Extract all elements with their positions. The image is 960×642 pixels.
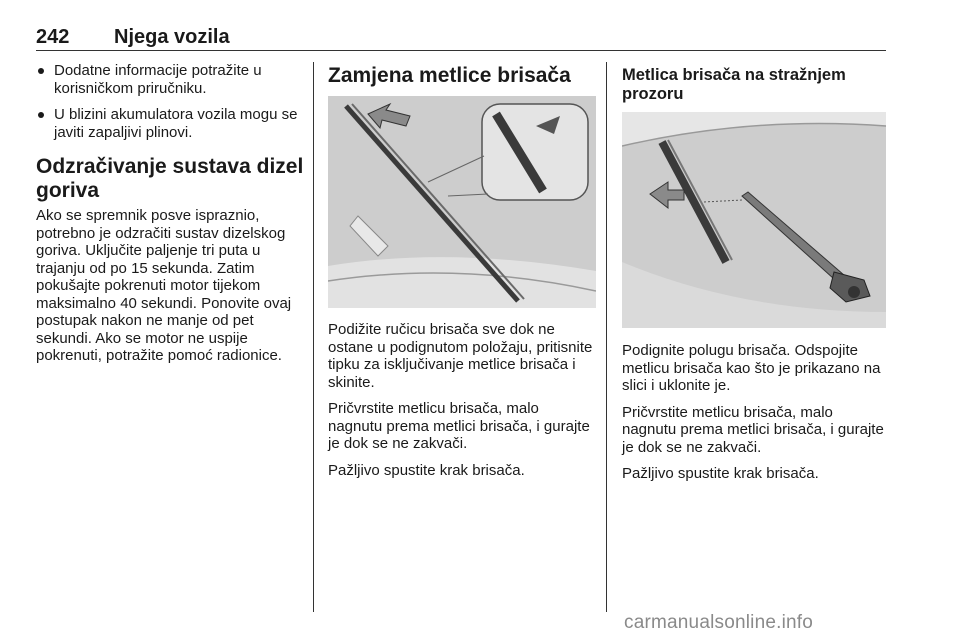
bullet-dot-icon	[38, 68, 44, 74]
wiper-step-paragraph: Podižite ručicu brisača sve dok ne ostane u podignutom položaju, pritisnite tipku za isključivanje metlice brisača i skinite.	[328, 321, 593, 391]
header-divider	[36, 50, 886, 51]
bullet-text: Dodatne informacije potražite u korisničkom priručniku.	[54, 62, 262, 97]
rear-wiper-step-paragraph: Pažljivo spustite krak brisača.	[622, 465, 819, 482]
bullet-list	[36, 62, 304, 141]
section-heading-rear-wiper: Metlica brisača na stražnjem prozoru	[622, 66, 846, 103]
windscreen-wiper-illustration	[328, 96, 596, 308]
section-body-diesel-bleeding: Ako se spremnik posve ispraznio, potrebno je odzračiti sustav dizelskog goriva. Uključite paljenje tri puta u trajanju od po 15 sekunda. Zatim pokušajte pokrenuti motor tijekom maksimalno 40 sekundi. Ponovite ovaj postupak nakon ne manje od pet sekundi. Ako se motor ne uspije pokrenuti, potražite pomoć radionice.	[36, 207, 292, 364]
section-heading-diesel-bleeding: Odzračivanje sustava dizel goriva	[36, 155, 304, 202]
rear-wiper-step-paragraph: Pričvrstite metlicu brisača, malo nagnutu prema metlici brisača, i gurajte je dok se ne zakvači.	[622, 403, 884, 456]
bullet-dot-icon	[38, 112, 44, 118]
bullet-item	[36, 106, 304, 141]
column-divider-left	[313, 62, 314, 612]
middle-column	[328, 62, 596, 488]
left-column	[36, 62, 304, 365]
chapter-title: Njega vozila	[114, 26, 230, 48]
bullet-item	[36, 62, 304, 97]
wiper-step-paragraph: Pričvrstite metlicu brisača, malo nagnutu prema metlici brisača, i gurajte je dok se ne zakvači.	[328, 400, 590, 452]
rear-wiper-illustration	[622, 112, 886, 328]
page-header	[36, 26, 886, 52]
watermark-text: carmanualsonline.info	[624, 612, 814, 633]
rear-wiper-step-paragraph: Podignite polugu brisača. Odspojite metlicu brisača kao što je prikazano na slici i uklonite je.	[622, 342, 881, 394]
column-divider-right	[606, 62, 607, 612]
page-number: 242	[36, 26, 70, 48]
section-heading-wiper-blade: Zamjena metlice brisača	[328, 64, 571, 87]
bullet-text: U blizini akumulatora vozila mogu se javiti zapaljivi plinovi.	[54, 106, 298, 141]
right-column	[622, 62, 886, 492]
wiper-step-paragraph: Pažljivo spustite krak brisača.	[328, 461, 525, 479]
